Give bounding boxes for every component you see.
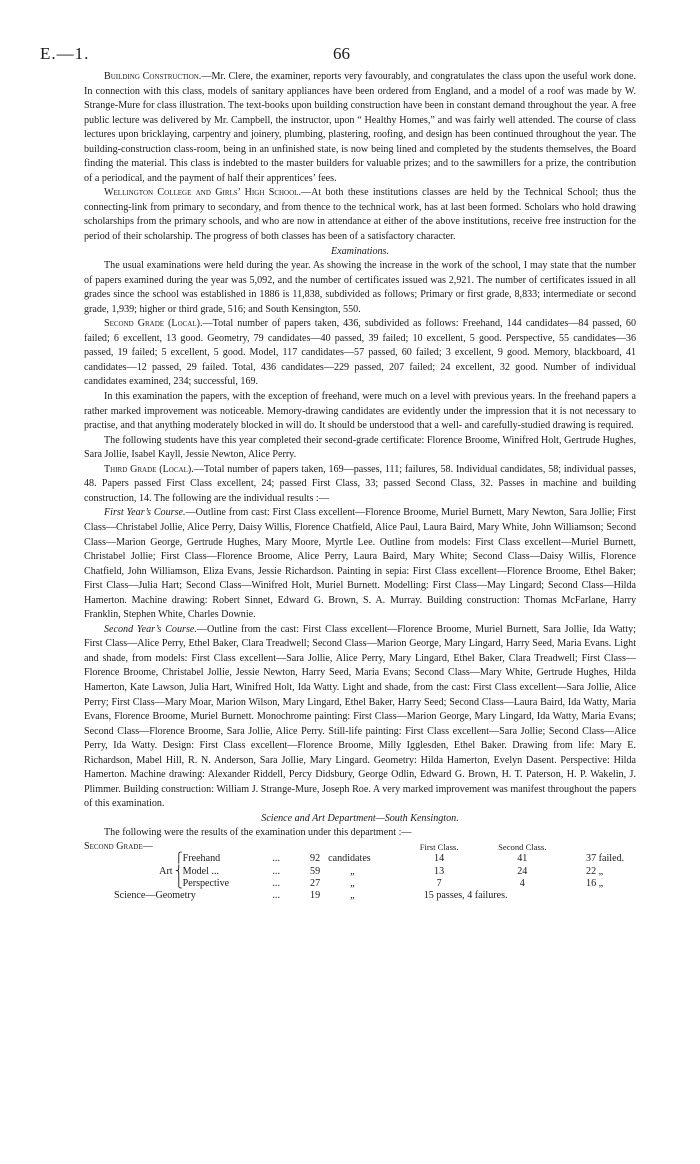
col-second-class: Second Class.: [498, 841, 547, 852]
col-first-class: First Class.: [419, 841, 459, 852]
row-cand: „: [350, 890, 355, 902]
row-cand: „: [350, 865, 355, 877]
section-title-wellington: Wellington College and Girls’ High School.: [104, 187, 301, 199]
section-title-suffix: (Local).: [164, 318, 203, 330]
row-subject: Perspective: [182, 877, 230, 889]
para-wellington: [84, 186, 636, 244]
para-first-year: [84, 506, 636, 622]
row-dots: ...: [272, 853, 280, 865]
row-cand: candidates: [328, 853, 371, 865]
second-grade-label: Second Grade—: [84, 840, 153, 852]
row-dots: ...: [272, 877, 280, 889]
para-freehand: In this examination the papers, with the exception of freehand, were much on a level with previous years. In the freehand papers a rather marked improvement was noticeable. Memory-drawing candidates are evidently under the impression that it is not necessary to practise, and that anything moderately blocked in will do. It should be understood that a well- and carefully-studied drawing is required.: [84, 391, 636, 432]
science-label: Science—Geometry: [114, 890, 196, 902]
row-cand: „: [350, 877, 355, 889]
row-failed: 16 „: [586, 877, 604, 889]
para-text: —At both these institutions classes are held by the Technical School; thus the connecting-link from primary to secondary, and from thence to the technical work, has at last been formed. Scholars who hold drawing scholarships from the primary schools, and who are now in attendance at either of the above institutions, receive free instruction for the period of their scholarship. The progress of both classes has been of a satisfactory character.: [84, 187, 636, 243]
row-second: 4: [519, 877, 525, 889]
report-code: E.—1.: [40, 44, 90, 63]
section-title-third-grade: Third Grade: [104, 463, 157, 475]
row-dots: ...: [272, 865, 280, 877]
table-row: [84, 878, 636, 890]
para-sa-intro: The following were the results of the examination under this department :—: [104, 827, 412, 839]
para-text: —Total number of papers taken, 436, subdivided as follows: Freehand, 144 candidates—84 passed, 60 failed; 6 excellent, 13 good. Geometry, 79 candidates—40 passed, 39 failed; 10 excellent, 5 good. Perspective, 55 candidates—36 passed, 19 failed; 5 excellent, 5 good. Model, 117 candidates—57 passed, 60 failed; 3 excellent, 9 good. Memory, blackboard, 41 candidates—12 passed, 29 failed. Total, 436 candidates—229 passed, 207 failed; 24 excellent, 32 good. Number of individual candidates examined, 234; successful, 169.: [84, 318, 637, 388]
table-row: [84, 866, 636, 878]
para-text: —Total number of papers taken, 169—passes, 111; failures, 58. Individual candidates, 58; individual passes, 48. Papers passed First Class excellent, 24; passed First Class, 33; passed Second Class, 32. Passes in machine and building construction, 14. The following are the individual results :—: [84, 463, 636, 504]
table-header-row: [84, 841, 636, 853]
brace-bottom: ⎩: [174, 877, 183, 889]
para-third-grade: [84, 463, 636, 507]
body-text: [84, 70, 636, 902]
para-text: —Outline from cast: First Class excellent—Florence Broome, Muriel Burnett, Mary Newton, Sara Jollie; First Class—Christabel Jollie, Alice Perry, Daisy Willis, Florence Chatfield, Alice Paul, Laura Baird, Mary White, John Williamson; Second Class—Marion George, Gertrude Hughes, Mary Moore, Myrtle Lee. Outline from models: First Class excellent—Muriel Burnett, Christabel Jollie; First Class—Florence Broome, Alice Perry, Laura Baird, Mary White; Second Class—Daisy Willis, Florence Chatfield, John Williamson, Eliza Evans, Jessie Richardson. Painting in sepia: First Class excellent—Florence Broome, Ethel Baker; First Class—Julia Hart; Second Class—Winifred Holt, Muriel Burnett. Modelling: First Class—May Lingard; Second Class—Hilda Hamerton. Machine drawing: Robert Sinnet, Edward G. Brown, S. A. Murray. Building construction: Thomas McFarlane, Harry Franklin, Stephen White, Charles Downie.: [84, 507, 636, 621]
row-num: 59: [310, 865, 321, 877]
heading-examinations: Examinations.: [330, 245, 390, 257]
section-title-first-year: First Year’s Course.: [104, 507, 186, 519]
para-text: —Outline from the cast: First Class excellent—Florence Broome, Muriel Burnett, Sara Jollie, Ida Watty; First Class—Alice Perry, Ethel Baker, Clara Treadwell; Second Class—Marion George, Mary Lingard, Harry Seed, Maria Evans. Light and shade, from models: First Class excellent—Sara Jollie, Alice Perry, Mary Lingard, Ethel Baker, Clara Treadwell; First Class—Florence Broome, Christabel Jollie, Jessie Newton, Harry Seed, Maria Evans; Second Class—Mary White, Gertrude Hughes, Hilda Hamerton, Kate Lawson, Julia Hart, Winifred Holt, Ida Watty. Light and shade, from the cast: First Class excellent—Sara Jollie, Alice Perry; First Class—Mary Moar, Marion Wilson, Mary Lingard, Ethel Baker, Harry Seed; Second Class—Laura Baird, Ida Watty, Maria Evans, Florence Broome, Muriel Burnett. Monochrome painting: First Class—Marion George, Mary Lingard, Ida Watty, Maria Evans; Second Class—Florence Broome, Sara Jollie, Alice Perry. Still-life painting: First Class excellent—Sara Jollie; Second Class—Alice Perry, Ida Watty. Design: First Class excellent—Florence Broome, Milly Igglesden, Ethel Baker. Drawing from life: Mary E. Richardson, Mabel Hill, R. N. Anderson, Sara Jollie, Mary Lingard. Geometry: Hilda Hamerton, Evelyn Dasent. Perspective: Hilda Hamerton. Machine drawing: Alexander Riddell, Percy Didsbury, George Odlin, Edward G. Brown, H. T. Paterson, H. P. Wakelin, J. Plimmer. Building construction: William J. Strange-Mure, Joseph Roe. A very marked improvement was manifest throughout the papers of this examination.: [84, 623, 636, 810]
row-first: 7: [436, 877, 442, 889]
page-number: 66: [333, 44, 350, 63]
row-num: 19: [310, 890, 321, 902]
row-subject: Model ...: [182, 865, 220, 877]
table-row: [84, 853, 636, 865]
heading-science-art: Science and Art Department—South Kensington.: [261, 812, 459, 824]
para-certificate: The following students have this year completed their second-grade certificate: Florence Broome, Winifred Holt, Gertrude Hughes, Sara Jollie, Isabel Kayll, Jessie Newton, Alice Perry.: [84, 434, 636, 461]
para-exam-intro: The usual examinations were held during the year. As showing the increase in the work of the school, I may state that the number of papers examined during the year was 5,092, and the number of certificates issued was 2,921. The number of certificates issued in all grades since the school was established in 1886 is 11,838, subdivided as follows; Primary or first grade, 8,833; intermediate or second grade, 1,939; higher or third grade, 516; and South Kensington, 550.: [84, 260, 636, 315]
row-dots: ...: [272, 890, 280, 902]
row-num: 92: [310, 853, 321, 865]
row-num: 27: [310, 877, 321, 889]
row-subject: Freehand: [182, 853, 221, 865]
science-result: 15 passes, 4 failures.: [423, 890, 508, 902]
row-second: 41: [517, 853, 528, 865]
art-label: Art: [159, 865, 173, 877]
row-failed: 37 failed.: [586, 853, 625, 865]
section-title-building: Building Construction.: [104, 71, 202, 82]
brace-top: ⎧: [174, 853, 183, 865]
section-title-second-year: Second Year’s Course.: [104, 623, 197, 635]
row-second: 24: [517, 865, 528, 877]
para-building-construction: [84, 70, 636, 186]
row-first: 13: [434, 865, 445, 877]
table-row-science: [84, 890, 636, 902]
row-first: 14: [434, 853, 445, 865]
para-text: —Mr. Clere, the examiner, reports very favourably, and congratulates the class upon the useful work done. In connection with this class, models of sanitary appliances have been ordered from England, and a model of a roof was made by W. Strange-Mure for class illustration. The text-books upon building construction have been in constant demand throughout the year. A free public lecture was delivered by Mr. Campbell, the instructor, upon “ Healthy Homes,” and was fairly well attended. The course of class lectures upon bricklaying, carpentry and joinery, plumbing, plastering, roofing, and design has been continued throughout the year. The building-construction class-room, being in an unfinished state, is now being lined and completed by the students themselves, the Board finding the material. This class is indebted to the master builders for valuable prizes; and to the sawmillers for a prize, the contribution of a periodical, and the payment of half their apprentices’ fees.: [84, 71, 636, 184]
para-second-year: [84, 623, 636, 812]
section-title-suffix: (Local).: [156, 463, 194, 475]
section-title-second-grade: Second Grade: [104, 318, 165, 330]
brace-mid: ⎨: [174, 865, 183, 877]
results-table: [84, 841, 636, 902]
row-failed: 22 „: [586, 865, 604, 877]
para-second-grade: [84, 317, 636, 390]
